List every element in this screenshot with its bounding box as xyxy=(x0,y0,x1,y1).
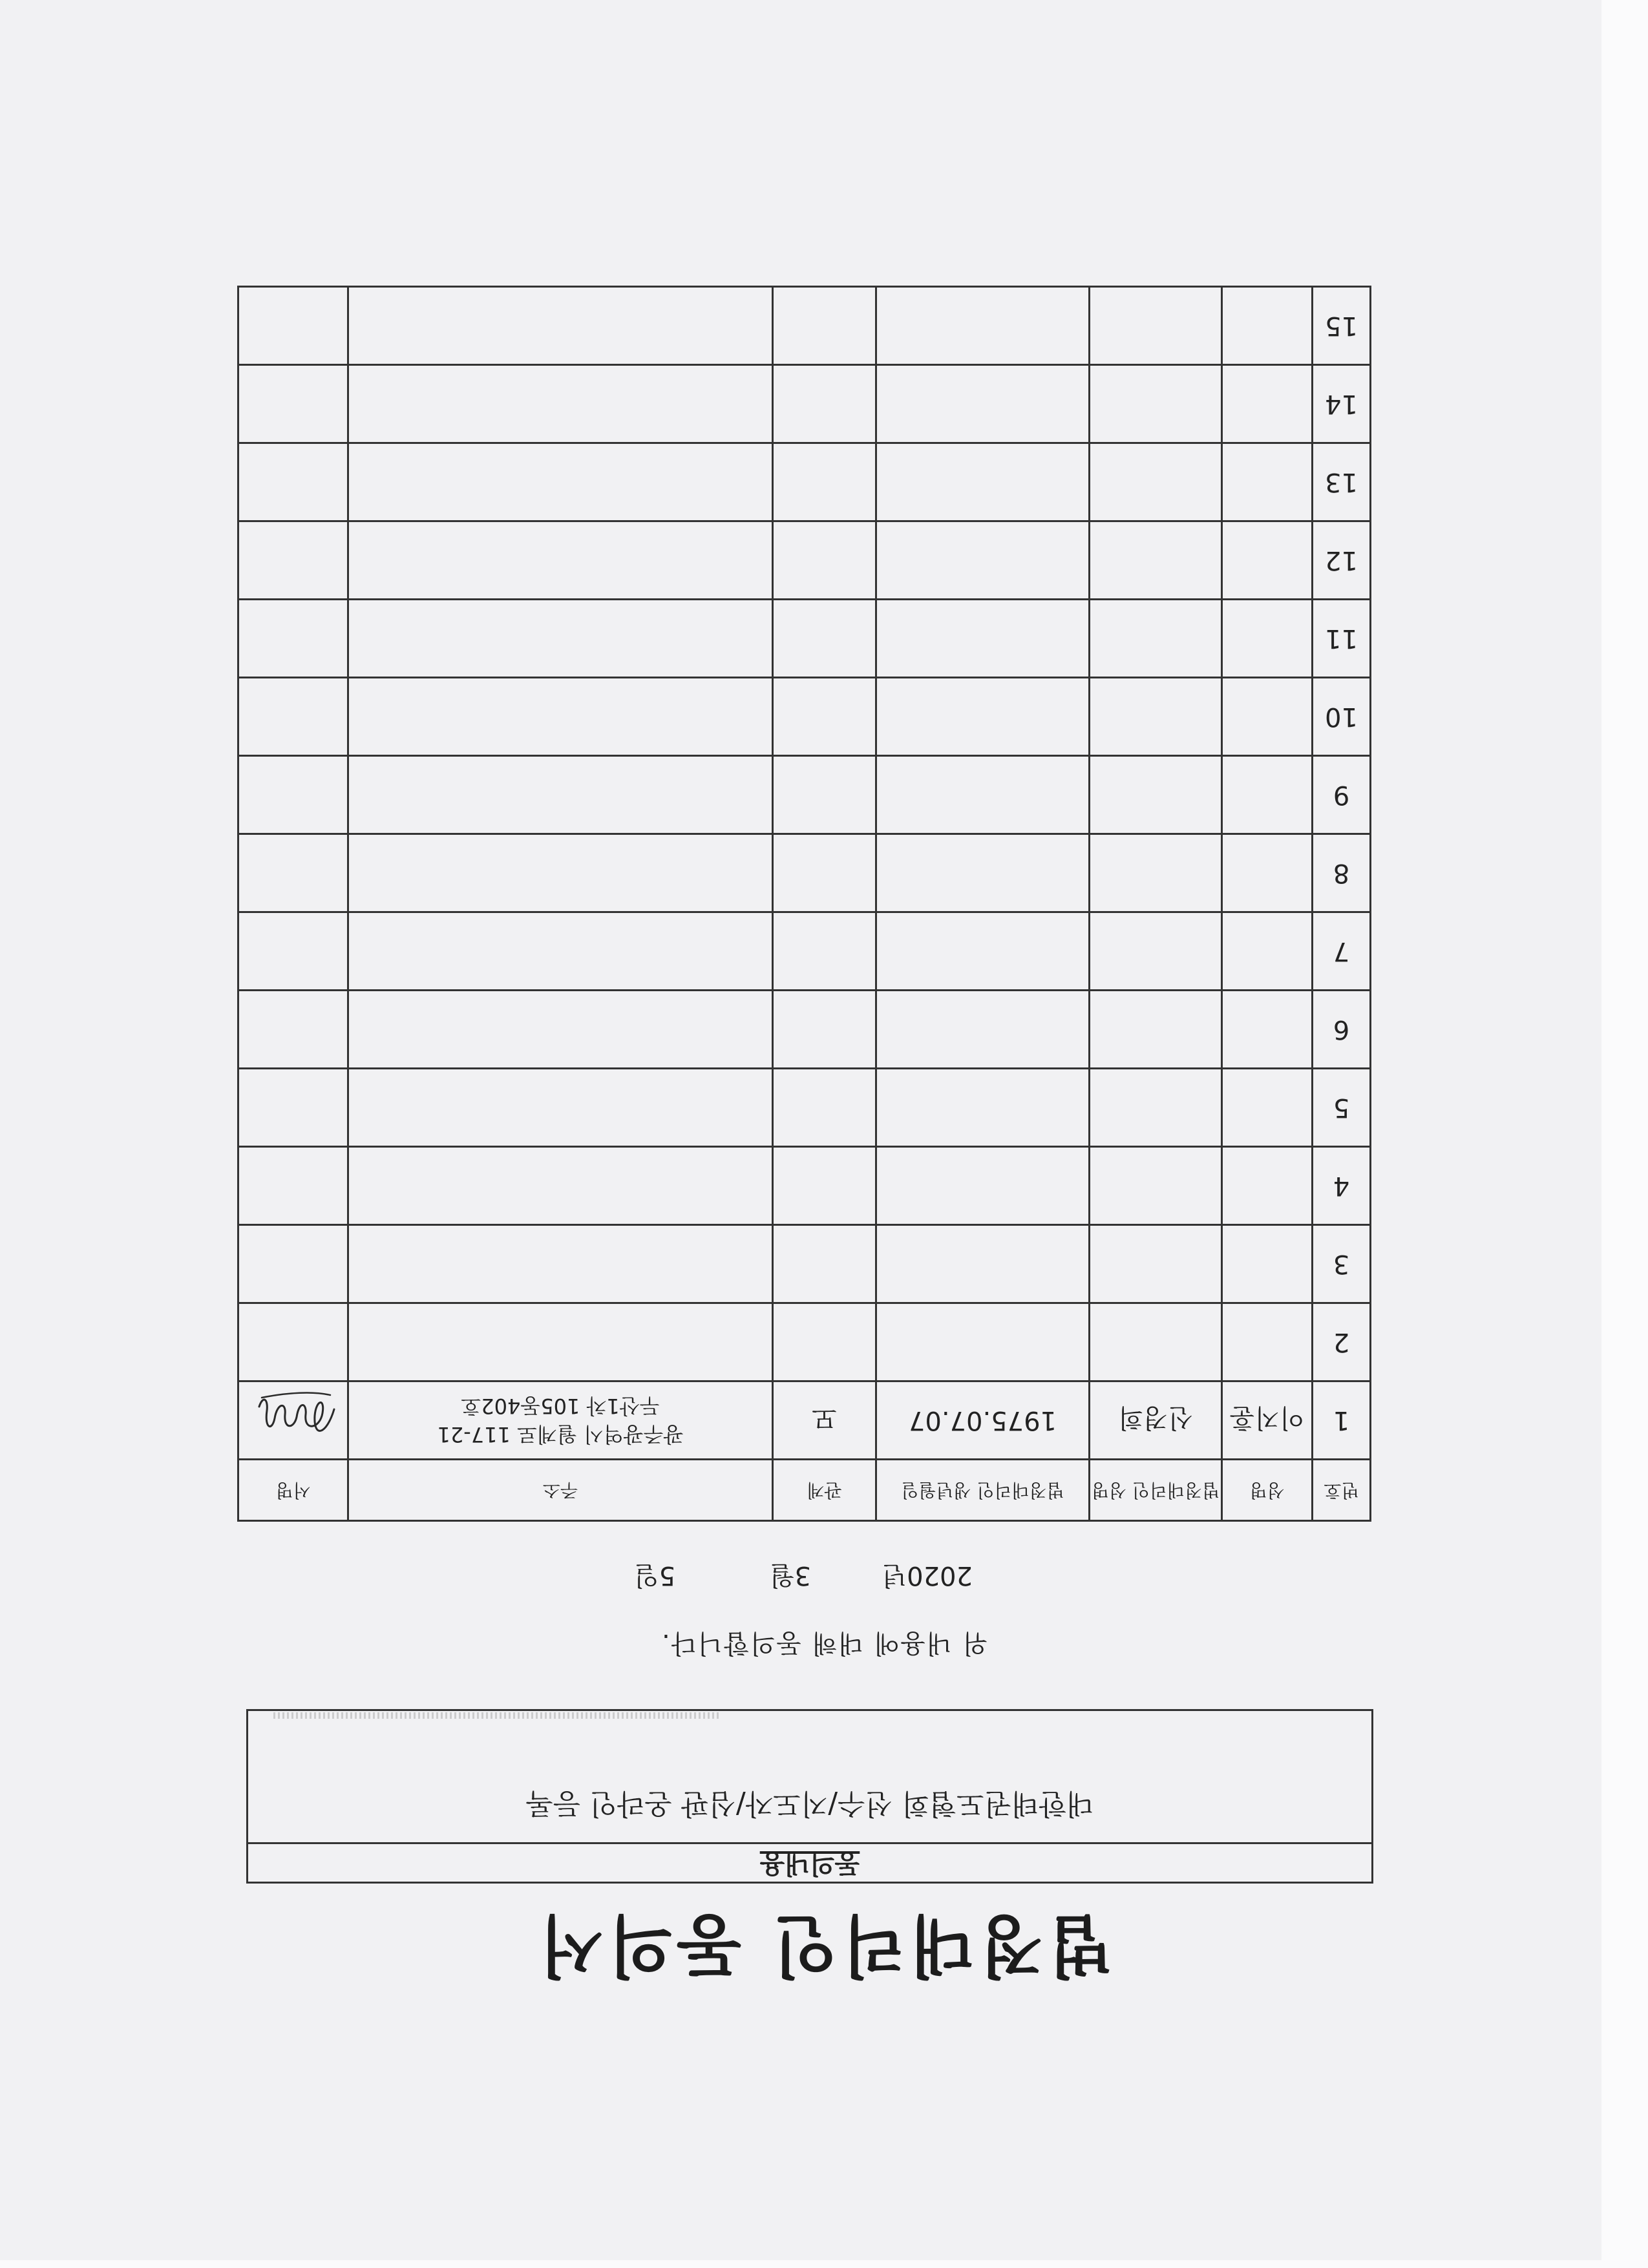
cell-guardian-birth xyxy=(876,1147,1090,1225)
table-row xyxy=(238,678,1371,756)
cell-signature xyxy=(238,834,348,912)
cell-no: 6 xyxy=(1313,991,1371,1069)
cell-guardian-name: 신경희 xyxy=(1090,1381,1222,1460)
address-line-1: 광주광역시 월계로 117-21 xyxy=(437,1422,684,1447)
cell-relation xyxy=(773,678,876,756)
cell-signature xyxy=(238,287,348,365)
cell-guardian-birth xyxy=(876,678,1090,756)
cell-relation xyxy=(773,287,876,365)
cell-name xyxy=(1222,991,1313,1069)
cell-name xyxy=(1222,1069,1313,1147)
table-row xyxy=(238,1147,1371,1225)
table-row xyxy=(238,600,1371,678)
header-guardian-name: 법정대리인 성명 xyxy=(1090,1460,1222,1521)
cell-no: 8 xyxy=(1313,834,1371,912)
cell-no: 15 xyxy=(1313,287,1371,365)
cell-guardian-name xyxy=(1090,678,1222,756)
cell-name xyxy=(1222,600,1313,678)
cell-address xyxy=(348,1225,773,1303)
cell-name xyxy=(1222,1147,1313,1225)
cell-address xyxy=(348,443,773,521)
cell-guardian-name xyxy=(1090,443,1222,521)
address-line-2: 두산1차 105동402호 xyxy=(461,1394,660,1418)
cell-no: 10 xyxy=(1313,678,1371,756)
cell-guardian-name xyxy=(1090,1147,1222,1225)
cell-relation xyxy=(773,1069,876,1147)
cell-relation xyxy=(773,365,876,443)
cell-name xyxy=(1222,1303,1313,1381)
consent-heading: 동의내용 xyxy=(248,1842,1371,1882)
header-no: 번호 xyxy=(1313,1460,1371,1521)
cell-signature xyxy=(238,1069,348,1147)
cell-no: 4 xyxy=(1313,1147,1371,1225)
cell-signature xyxy=(238,991,348,1069)
cell-no: 9 xyxy=(1313,756,1371,834)
cell-guardian-name xyxy=(1090,912,1222,991)
consent-text: 대한태권도협회 선수/지도자/심판 온라인 등록 xyxy=(525,1787,1094,1820)
table-row xyxy=(238,521,1371,600)
cell-guardian-name xyxy=(1090,991,1222,1069)
cell-guardian-name xyxy=(1090,1069,1222,1147)
cell-relation xyxy=(773,756,876,834)
scan-smudge xyxy=(273,1712,719,1719)
table-row xyxy=(238,443,1371,521)
cell-no: 12 xyxy=(1313,521,1371,600)
cell-signature xyxy=(238,678,348,756)
cell-relation xyxy=(773,834,876,912)
header-address: 주소 xyxy=(348,1460,773,1521)
table-row xyxy=(238,1381,1371,1460)
cell-relation xyxy=(773,991,876,1069)
table-row xyxy=(238,1303,1371,1381)
cell-signature xyxy=(238,1303,348,1381)
cell-guardian-birth xyxy=(876,287,1090,365)
cell-address xyxy=(348,1381,773,1460)
cell-guardian-birth xyxy=(876,365,1090,443)
handwritten-signature xyxy=(255,1383,339,1454)
consent-box xyxy=(246,1709,1373,1884)
cell-name xyxy=(1222,756,1313,834)
table-header-row xyxy=(238,1460,1371,1521)
cell-signature xyxy=(238,443,348,521)
cell-name xyxy=(1222,443,1313,521)
document-title: 법정대리인 동의서 xyxy=(535,1906,1113,1985)
cell-address xyxy=(348,521,773,600)
cell-guardian-birth: 1975.07.07 xyxy=(876,1381,1090,1460)
cell-name: 이지훈 xyxy=(1222,1381,1313,1460)
cell-guardian-birth xyxy=(876,443,1090,521)
cell-address xyxy=(348,1303,773,1381)
table-row xyxy=(238,991,1371,1069)
table-row xyxy=(238,1225,1371,1303)
cell-no: 1 xyxy=(1313,1381,1371,1460)
cell-signature xyxy=(238,1147,348,1225)
date-day: 5일 xyxy=(633,1560,675,1590)
cell-name xyxy=(1222,287,1313,365)
cell-relation xyxy=(773,912,876,991)
cell-name xyxy=(1222,912,1313,991)
cell-guardian-birth xyxy=(876,1303,1090,1381)
cell-address xyxy=(348,912,773,991)
date-month: 3월 xyxy=(769,1560,811,1590)
cell-address xyxy=(348,756,773,834)
cell-no: 2 xyxy=(1313,1303,1371,1381)
guardian-table xyxy=(237,286,1371,1522)
cell-address xyxy=(348,1069,773,1147)
header-signature: 서명 xyxy=(238,1460,348,1521)
cell-guardian-birth xyxy=(876,991,1090,1069)
cell-guardian-name xyxy=(1090,521,1222,600)
cell-no: 14 xyxy=(1313,365,1371,443)
cell-relation xyxy=(773,600,876,678)
cell-guardian-name xyxy=(1090,1225,1222,1303)
cell-address xyxy=(348,287,773,365)
cell-address xyxy=(348,365,773,443)
cell-guardian-birth xyxy=(876,1069,1090,1147)
cell-guardian-name xyxy=(1090,365,1222,443)
cell-guardian-birth xyxy=(876,912,1090,991)
cell-name xyxy=(1222,834,1313,912)
table-row xyxy=(238,1069,1371,1147)
cell-signature xyxy=(238,912,348,991)
table-row xyxy=(238,365,1371,443)
cell-no: 7 xyxy=(1313,912,1371,991)
date-year: 2020년 xyxy=(882,1560,973,1590)
table-row xyxy=(238,912,1371,991)
cell-signature xyxy=(238,756,348,834)
table-row xyxy=(238,834,1371,912)
cell-no: 5 xyxy=(1313,1069,1371,1147)
cell-address xyxy=(348,991,773,1069)
table-row xyxy=(238,756,1371,834)
cell-name xyxy=(1222,365,1313,443)
cell-guardian-name xyxy=(1090,600,1222,678)
cell-no: 13 xyxy=(1313,443,1371,521)
cell-no: 11 xyxy=(1313,600,1371,678)
table-body xyxy=(238,287,1371,1460)
cell-relation: 모 xyxy=(773,1381,876,1460)
cell-address xyxy=(348,678,773,756)
cell-guardian-birth xyxy=(876,834,1090,912)
cell-address xyxy=(348,834,773,912)
cell-relation xyxy=(773,1303,876,1381)
header-name: 성명 xyxy=(1222,1460,1313,1521)
agree-statement: 위 내용에 대해 동의합니다. xyxy=(660,1628,988,1658)
cell-signature xyxy=(238,521,348,600)
cell-guardian-birth xyxy=(876,756,1090,834)
cell-guardian-birth xyxy=(876,600,1090,678)
cell-name xyxy=(1222,678,1313,756)
cell-guardian-birth xyxy=(876,521,1090,600)
header-guardian-birth: 법정대리인 생년월일 xyxy=(876,1460,1090,1521)
cell-address xyxy=(348,1147,773,1225)
cell-relation xyxy=(773,1225,876,1303)
cell-name xyxy=(1222,1225,1313,1303)
cell-relation xyxy=(773,1147,876,1225)
cell-guardian-name xyxy=(1090,834,1222,912)
cell-guardian-birth xyxy=(876,1225,1090,1303)
cell-guardian-name xyxy=(1090,756,1222,834)
cell-relation xyxy=(773,443,876,521)
cell-signature xyxy=(238,365,348,443)
header-relation: 관계 xyxy=(773,1460,876,1521)
cell-relation xyxy=(773,521,876,600)
cell-name xyxy=(1222,521,1313,600)
cell-guardian-name xyxy=(1090,287,1222,365)
cell-address xyxy=(348,600,773,678)
cell-guardian-name xyxy=(1090,1303,1222,1381)
cell-signature xyxy=(238,600,348,678)
cell-no: 3 xyxy=(1313,1225,1371,1303)
cell-signature xyxy=(238,1225,348,1303)
table-row xyxy=(238,287,1371,365)
cell-signature xyxy=(238,1381,348,1460)
